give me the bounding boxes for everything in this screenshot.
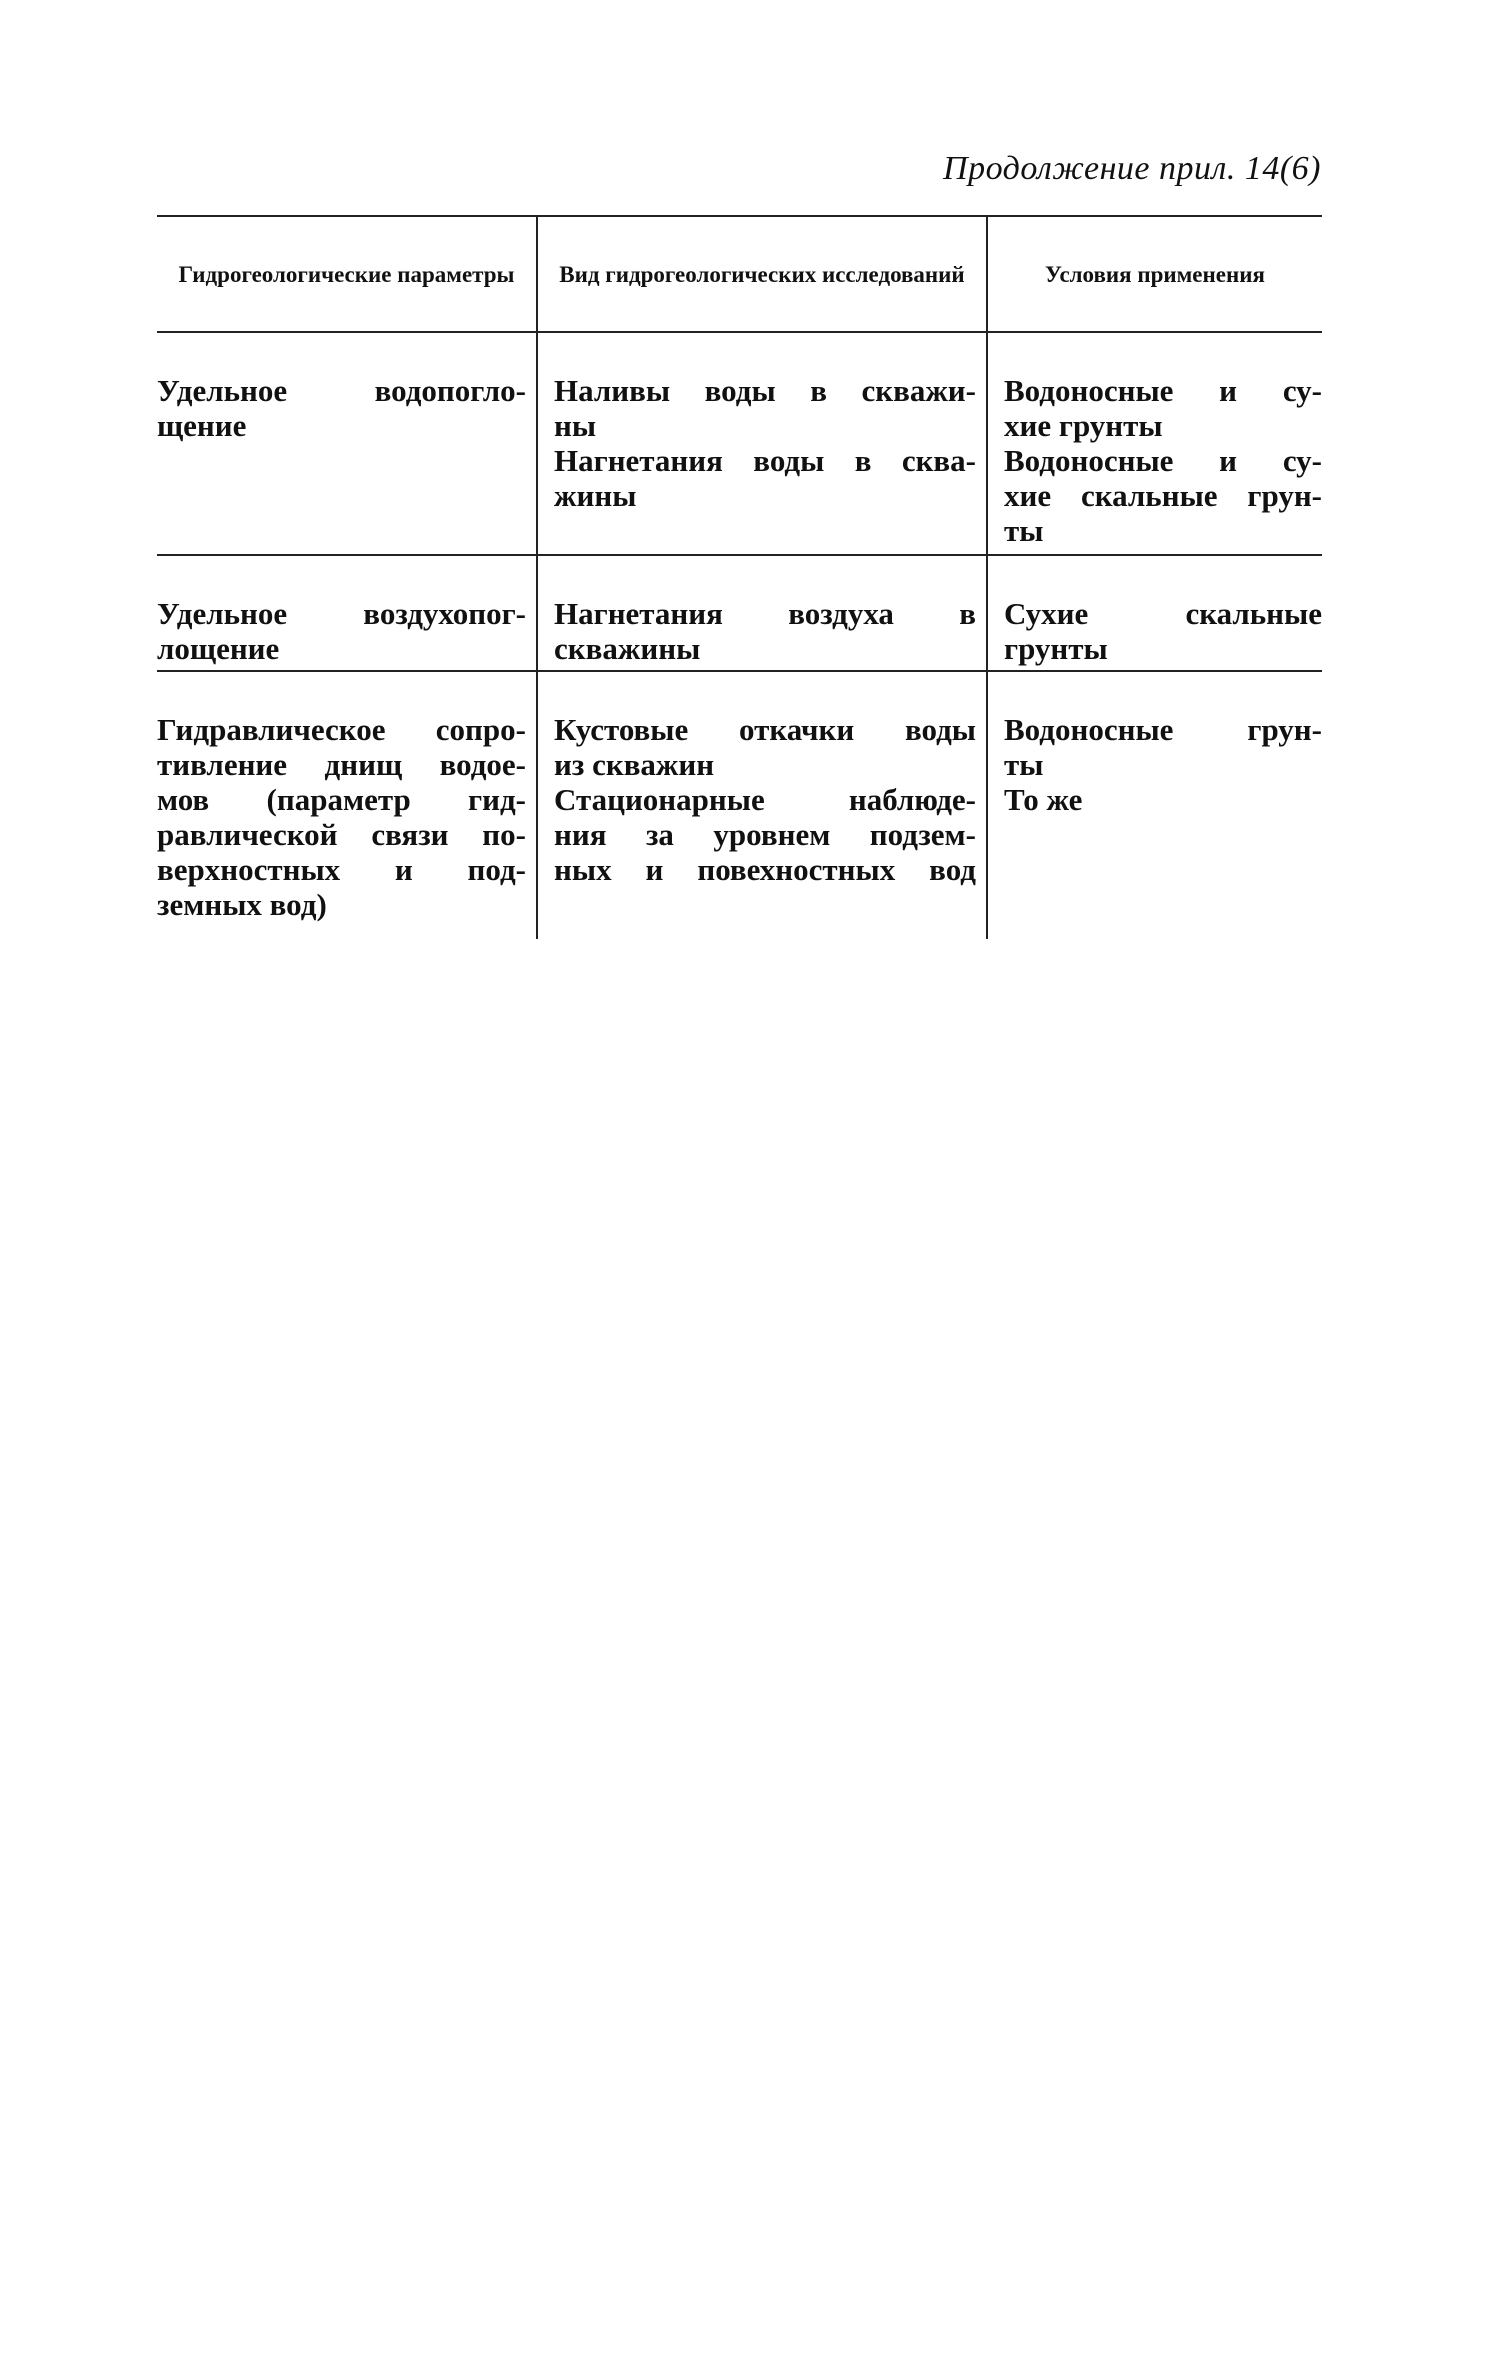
- studies-cell: [536, 333, 986, 562]
- header-conditions: Условия применения: [986, 217, 1322, 331]
- text-line: Удельное воздухопог-: [157, 596, 526, 631]
- table-row: [157, 672, 1322, 939]
- text-line: Гидравлическое сопро-: [157, 712, 526, 747]
- parameter-cell: [157, 556, 536, 680]
- text-line: Нагнетания воды в сква-: [554, 443, 976, 478]
- table-header-row: [157, 217, 1322, 331]
- text-line: Нагнетания воздуха в: [554, 596, 976, 631]
- text-line: щение: [157, 408, 247, 443]
- text-line: Кустовые откачки воды: [554, 712, 976, 747]
- text-line: ны: [554, 408, 597, 443]
- text-line: жины: [554, 478, 637, 513]
- text-line: мов (параметр гид-: [157, 782, 526, 817]
- text-line: Водоносные и су-: [1004, 443, 1322, 478]
- header-study-type: Вид гидрогеологических исследований: [536, 217, 986, 331]
- parameter-cell: [157, 333, 536, 562]
- text-line: тивление днищ водое-: [157, 747, 526, 782]
- text-line: ты: [1004, 513, 1044, 548]
- text-line: верхностных и под-: [157, 852, 526, 887]
- parameter-cell: [157, 672, 536, 939]
- text-line: Наливы воды в скважи-: [554, 373, 976, 408]
- text-line: Водоносные грун-: [1004, 712, 1322, 747]
- text-line: хие скальные грун-: [1004, 478, 1322, 513]
- table-row: [157, 333, 1322, 554]
- text-line: То же: [1004, 782, 1083, 817]
- table-row: [157, 556, 1322, 670]
- text-line: скважины: [554, 631, 701, 666]
- text-line: хие грунты: [1004, 408, 1163, 443]
- text-line: Стационарные наблюде-: [554, 782, 976, 817]
- text-line: из скважин: [554, 747, 715, 782]
- text-line: лощение: [157, 631, 280, 666]
- studies-cell: [536, 556, 986, 680]
- studies-cell: [536, 672, 986, 939]
- text-line: грунты: [1004, 631, 1108, 666]
- conditions-cell: [986, 556, 1322, 680]
- text-line: ных и повехностных вод: [554, 852, 976, 887]
- text-line: равлической связи по-: [157, 817, 526, 852]
- text-line: ния за уровнем подзем-: [554, 817, 976, 852]
- conditions-cell: [986, 333, 1322, 562]
- text-line: Сухие скальные: [1004, 596, 1322, 631]
- continuation-label: Продолжение прил. 14(6): [943, 150, 1321, 187]
- header-parameters: Гидрогеологические параметры: [178, 261, 515, 287]
- text-line: земных вод): [157, 887, 327, 922]
- conditions-cell: [986, 672, 1322, 939]
- text-line: Удельное водопогло-: [157, 373, 526, 408]
- data-table: [157, 215, 1322, 939]
- text-line: Водоносные и су-: [1004, 373, 1322, 408]
- text-line: ты: [1004, 747, 1044, 782]
